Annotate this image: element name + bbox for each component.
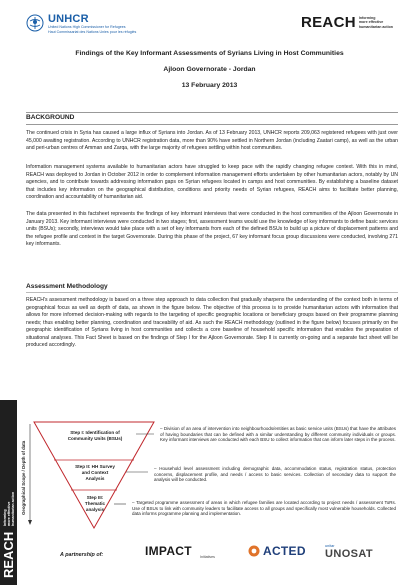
section-divider-top [26, 112, 398, 113]
acted-word: ACTED [263, 544, 306, 558]
sidebar-tagline-2: more effective [7, 501, 11, 526]
methodology-divider [26, 292, 398, 293]
reach-tagline-1: Informing [358, 16, 376, 21]
background-paragraph-2: Information management systems available to humanitarian actors have struggled to keep pace with the rapidly changing refugee context. With this in mind, REACH was deployed to Jordan in October 2012 in order to complement information management efforts undertaken by other humanitarian actors, notably by UN agencies, and to contribute towards addressing information gaps on Syrian refugees located in camps and host communities. By establishing a baseline dataset that includes key information on the geographical distribution, conditions and priority needs of Syrian refugees, REACH aims to facilitate better planning, coordination and accountability of humanitarian aid. [26, 164, 398, 200]
acted-logo [248, 544, 306, 558]
left-sidebar [0, 0, 17, 585]
impact-logo: IMPACT [145, 544, 192, 558]
unosat-word: UNOSAT [325, 548, 374, 560]
stage-3-label: Step III: Thematic analysis [84, 495, 106, 512]
partnership-label: A partnership of: [60, 552, 104, 558]
stage-2-description-text: Household level assessment including demographic data, accommodation status, registration status, protection concerns, displacement profile, and needs / access to basic services. Collection of secondary data to support the analysis will be conducted. [154, 466, 396, 483]
document-title: Findings of the Key Informant Assessments of Syrians Living in Host Communities [75, 50, 344, 57]
section-divider-bottom [26, 124, 398, 125]
background-paragraph-1: The continued crisis in Syria has caused a large influx of Syrians into Jordan. As of 13 February 2013, UNHCR reports 209,063 registered refugees with just over 45,000 awaiting registration. According to UNHCR registration data, more than 90% have settled in Northern Jordan (including Zaatari camp), as well as the urban and peri-urban centres of Amman and Zarqa, with the large majority of refugees settling within host communities. [26, 130, 398, 151]
axis-arrowhead [28, 520, 32, 525]
methodology-diagram [21, 420, 398, 530]
document-date: 13 February 2013 [181, 82, 238, 89]
reach-word: REACH [301, 14, 356, 31]
stage-2-description [154, 466, 396, 483]
document-location: Ajloon Governorate - Jordan [163, 66, 256, 73]
unhcr-emblem-icon [26, 14, 44, 32]
bullet-icon: – [160, 426, 164, 431]
unhcr-subtitle-fr: Haut Commissariat des Nations Unies pour les réfugiés [48, 29, 137, 34]
sidebar-reach-word: REACH [1, 531, 16, 578]
reach-tagline-3: humanitarian action [358, 24, 393, 29]
methodology-heading: Assessment Methodology [26, 283, 108, 290]
stage-1-description-text: Division of an area of intervention into neighbourhoods/entities as basic service units (BSUs) that have the attributes of having boundaries that can be defined with a similar understanding by different community individuals or groups. Key informant interviews are conducted with each BSU to collect information that can inform later steps in the process. [160, 426, 396, 443]
unosat-logo [325, 544, 373, 560]
stage-1-description [160, 426, 396, 443]
reach-tagline-2: more effective [358, 20, 384, 25]
title-block [26, 50, 393, 98]
sidebar-reach-logo [0, 430, 17, 580]
bullet-icon: – [132, 500, 137, 505]
unhcr-subtitle-en: United Nations High Commissioner for Refugees [48, 25, 126, 29]
unhcr-name: UNHCR [48, 13, 89, 25]
stage-3-description-text: Targeted programme assessment of areas in which refugee families are located according to project needs / assessment ToRs. Use of BSUs to link with community leaders to facilitate access to all groups and specifically most vulnerable households. Collected data informs programme planning and implementation. [132, 500, 396, 517]
stage-2-label: Step II: HH Survey and Context Analysis [75, 464, 115, 481]
stage-1-label: Step I: Identification of Community Units (BSUs) [67, 430, 123, 441]
reach-logo [301, 14, 393, 31]
bullet-icon: – [154, 466, 160, 471]
methodology-paragraph: REACH's assessment methodology is based on a three step approach to data collection that gradually sharpens the understanding of the context both in terms of geographical focus as well as depth of data, as shown in the figure below. The objective of this process is to provide humanitarian actors with information that allows for more informed decision-making with regards to the targeting of specific geographic locations or beneficiary groups based on their programme planning needs; thus enabling better planning, coordination and traceability of aid. As such the REACH methodology (outlined in the figure below) focuses primarily on the geographic identification of Syrians living in host communities and collects a core baseline of household specific information that enables the preparation of situational analyses. This Fact Sheet is based on the findings of Step I for the Ajloon Governorate. Step II is currently on-going and a separate fact sheet will be produced accordingly. [26, 297, 398, 348]
stage-3-description [132, 500, 396, 517]
sidebar-tagline-1: Informing [3, 509, 7, 526]
background-paragraph-3: The data presented in this factsheet represents the findings of key informant interviews that were conducted in the host communities of the Ajloon Governorate in January 2013. Key informant interviews were conducted in two stages; first, assessment teams would use the knowledge of key informants to define basic services units (BSUs); secondly, interviews would take place with a set of key informants from each of the defined BSUs to build up a picture of displacement patterns and the refugee profile and context in the target Governorate. During this phase of the project, 67 key informant focus group discussions were conducted, involving 271 key informants. [26, 211, 398, 247]
sidebar-tagline-3: humanitarian action [11, 491, 15, 526]
background-heading: BACKGROUND [26, 114, 75, 121]
impact-subtitle: Initiatives [200, 555, 215, 559]
unhcr-logo [26, 14, 136, 34]
diagram-axis-label: Geographical Scope / Depth of data [21, 440, 26, 515]
unitar-label: unitar [325, 544, 335, 548]
acted-emblem-icon [248, 545, 260, 557]
